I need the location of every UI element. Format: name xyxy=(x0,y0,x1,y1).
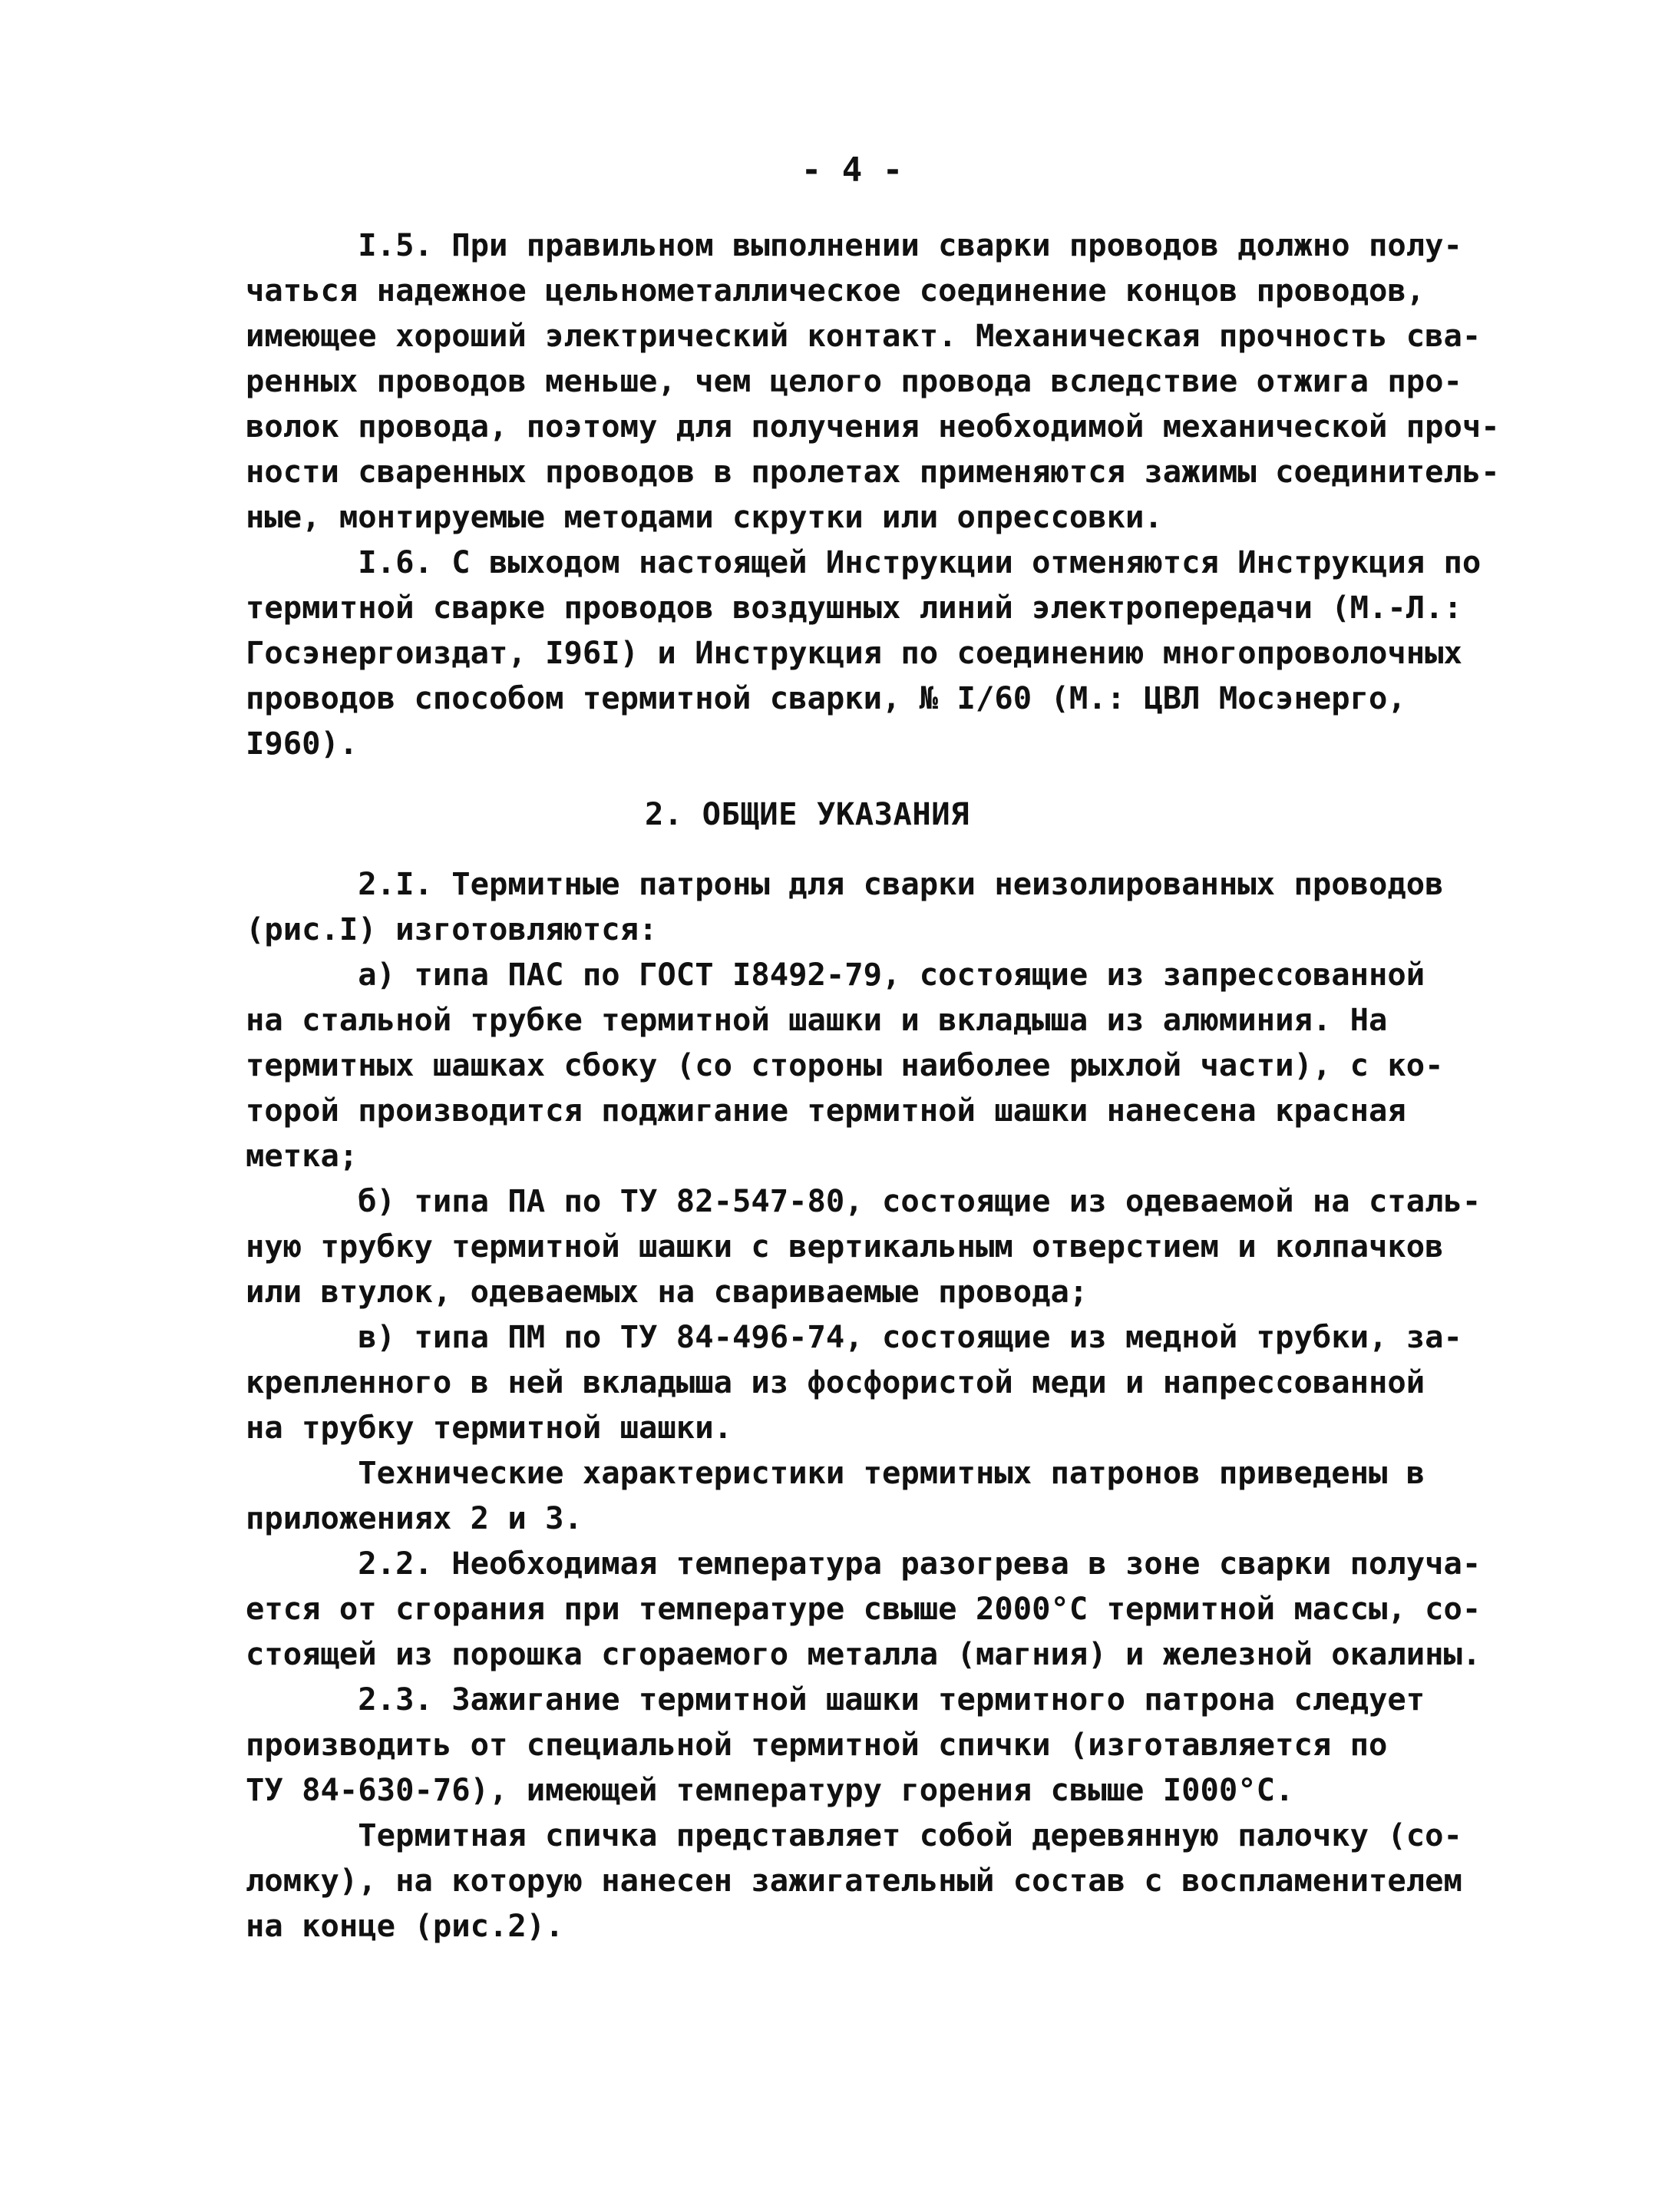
text-line: на стальной трубке термитной шашки и вкладыша из алюминия. На xyxy=(246,1001,1388,1038)
text-line: I.6. С выходом настоящей Инструкции отменяются Инструкция по xyxy=(246,544,1482,580)
text-line: стоящей из порошка сгораемого металла (магния) и железной окалины. xyxy=(246,1635,1482,1672)
text-line: или втулок, одеваемых на свариваемые провода; xyxy=(246,1273,1088,1310)
text-line: I.5. При правильном выполнении сварки проводов должно полу- xyxy=(246,226,1462,263)
text-line: торой производится поджигание термитной шашки нанесена красная xyxy=(246,1092,1406,1129)
text-line: ную трубку термитной шашки с вертикальным отверстием и колпачков xyxy=(246,1228,1444,1265)
text-line: 2.I. Термитные патроны для сварки неизолированных проводов xyxy=(246,865,1444,902)
text-line: волок провода, поэтому для получения необходимой механической проч- xyxy=(246,408,1500,445)
text-line: ренных проводов меньше, чем целого провода вследствие отжига про- xyxy=(246,362,1462,399)
text-line: крепленного в ней вкладыша из фосфористой меди и напрессованной xyxy=(246,1364,1425,1400)
body-text-section-1 xyxy=(246,223,1520,766)
text-line: (рис.I) изготовляются: xyxy=(246,911,658,947)
body-text-section-2 xyxy=(246,861,1520,1994)
text-line: ломку), на которую нанесен зажигательный состав с воспламенителем xyxy=(246,1862,1462,1899)
text-line: чаться надежное цельнометаллическое соединение концов проводов, xyxy=(246,272,1425,309)
text-line: имеющее хороший электрический контакт. Механическая прочность сва- xyxy=(246,317,1482,354)
text-line: в) типа ПМ по ТУ 84-496-74, состоящие из медной трубки, за- xyxy=(246,1318,1462,1355)
text-line: 2.3. Зажигание термитной шашки термитного патрона следует xyxy=(246,1681,1425,1718)
text-line: ности сваренных проводов в пролетах применяются зажимы соединитель- xyxy=(246,453,1500,490)
page-number: - 4 - xyxy=(801,150,903,190)
text-line: Технические характеристики термитных патронов приведены в xyxy=(246,1454,1425,1491)
text-line: б) типа ПА по ТУ 82-547-80, состоящие из одеваемой на сталь- xyxy=(246,1182,1482,1219)
text-line: ется от сгорания при температуре свыше 2000°С термитной массы, со- xyxy=(246,1590,1482,1627)
text-line: Термитная спичка представляет собой деревянную палочку (со- xyxy=(246,1817,1462,1853)
text-line: ТУ 84-630-76), имеющей температуру горения свыше I000°С. xyxy=(246,1771,1294,1808)
text-line: на конце (рис.2). xyxy=(246,1907,564,1944)
text-line: ные, монтируемые методами скрутки или опрессовки. xyxy=(246,498,1163,535)
text-line: а) типа ПАС по ГОСТ I8492-79, состоящие из запрессованной xyxy=(246,956,1425,993)
text-line: I960). xyxy=(246,725,358,762)
text-line: термитных шашках сбоку (со стороны наиболее рыхлой части), с ко- xyxy=(246,1046,1444,1083)
text-line: проводов способом термитной сварки, № I/60 (М.: ЦВЛ Мосэнерго, xyxy=(246,679,1406,716)
section-heading: 2. ОБЩИЕ УКАЗАНИЯ xyxy=(645,795,970,832)
text-line xyxy=(246,1949,1520,1994)
text-line: Госэнергоиздат, I96I) и Инструкция по соединению многопроволочных xyxy=(246,634,1462,671)
text-line: приложениях 2 и 3. xyxy=(246,1499,583,1536)
text-line: термитной сварке проводов воздушных линий электропередачи (М.-Л.: xyxy=(246,589,1462,626)
text-line: метка; xyxy=(246,1137,358,1174)
text-line: производить от специальной термитной спички (изготавляется по xyxy=(246,1726,1388,1763)
text-line: 2.2. Необходимая температура разогрева в зоне сварки получа- xyxy=(246,1545,1482,1582)
text-line: на трубку термитной шашки. xyxy=(246,1409,732,1446)
